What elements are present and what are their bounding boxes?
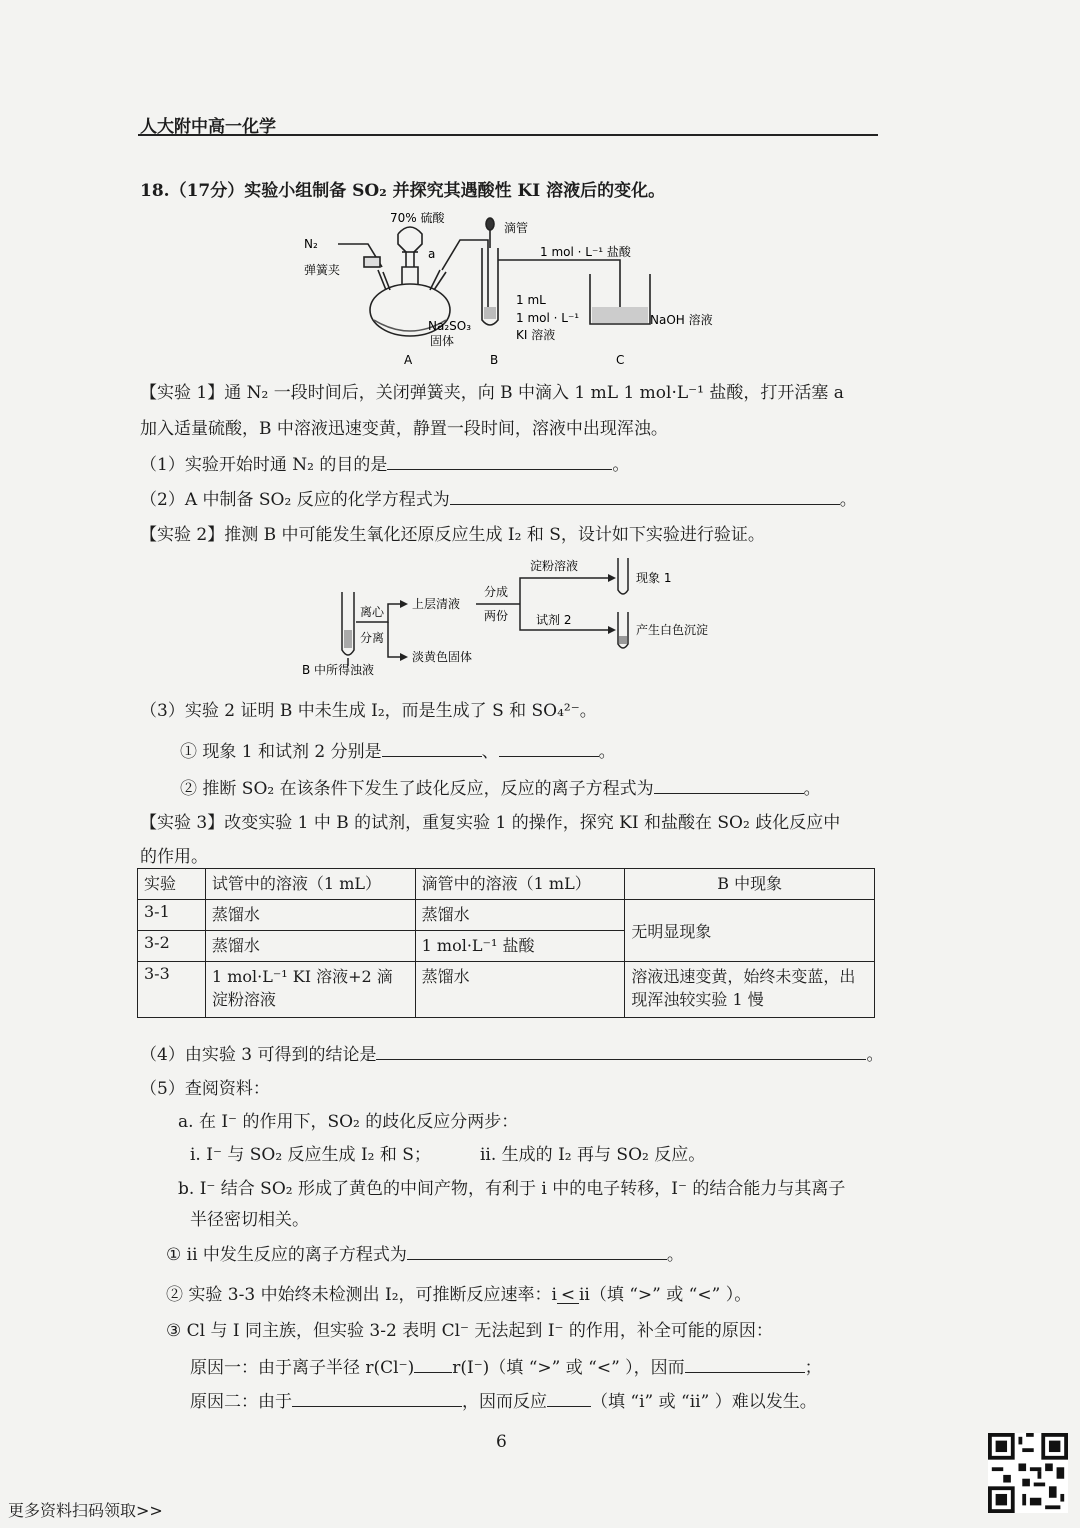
q4: （4）由实验 3 可得到的结论是 。 xyxy=(140,1040,883,1065)
table-header-row xyxy=(138,869,875,900)
table-row xyxy=(138,962,875,1018)
connecting-tube-a-b xyxy=(442,240,488,312)
page-header: 人大附中高一化学 xyxy=(140,117,276,137)
answer-blank-q5-r2b[interactable] xyxy=(547,1388,591,1407)
table-header: 试管中的溶液（1 mL） xyxy=(205,869,415,900)
table-row xyxy=(138,900,875,931)
q5-b1: b. I⁻ 结合 SO₂ 形成了黄色的中间产物，有利于 i 中的电子转移，I⁻ 的结合能力与其离子 xyxy=(178,1179,846,1199)
q3-sub2: ② 推断 SO₂ 在该条件下发生了歧化反应，反应的离子方程式为 。 xyxy=(180,774,821,799)
table-cell-tube: 蒸馏水 xyxy=(205,900,415,931)
dropping-funnel xyxy=(398,227,422,267)
exp3-table xyxy=(137,868,875,1018)
table-cell-tube: 1 mol·L⁻¹ KI 溶液+2 滴淀粉溶液 xyxy=(205,962,415,1018)
table-cell-id: 3-3 xyxy=(138,962,206,1018)
apparatus-diagram xyxy=(290,212,740,372)
label-ki-conc: 1 mol · L⁻¹ xyxy=(516,311,580,325)
label-clamp: 弹簧夹 xyxy=(304,263,341,277)
flow-label-centrifuge2: 分离 xyxy=(360,631,385,645)
q3-sub1: ① 现象 1 和试剂 2 分别是 、 。 xyxy=(180,737,616,762)
flow-tube-1 xyxy=(618,558,628,594)
flow-arrow-solid xyxy=(388,622,400,657)
label-B: B xyxy=(490,353,499,367)
table-cell-id: 3-2 xyxy=(138,931,206,962)
label-hcl: 1 mol · L⁻¹ 盐酸 xyxy=(540,245,631,259)
q3-text: （3）实验 2 证明 B 中未生成 I₂，而是生成了 S 和 SO₄²⁻。 xyxy=(140,701,597,721)
flow-label-centrifuge1: 离心 xyxy=(360,605,385,619)
flow-label-supernatant: 上层清液 xyxy=(412,597,461,611)
question-stem: 18.（17分）实验小组制备 SO₂ 并探究其遇酸性 KI 溶液后的变化。 xyxy=(140,181,666,201)
answer-blank-q4[interactable] xyxy=(376,1041,866,1060)
answer-blank-q5-1[interactable] xyxy=(407,1241,667,1260)
answer-blank-q2[interactable] xyxy=(450,486,840,505)
label-na2so3: Na₂SO₃ xyxy=(428,319,472,333)
label-dropper: 滴管 xyxy=(504,221,529,235)
flow-label-b: B 中所得浊液 xyxy=(302,663,375,677)
flow-label-white-ppt: 产生白色沉淀 xyxy=(636,623,709,637)
table-cell-id: 3-1 xyxy=(138,900,206,931)
page-number: 6 xyxy=(496,1432,507,1452)
header-rule xyxy=(138,134,878,136)
flow-diagram xyxy=(290,550,740,680)
flow-label-yellow-solid: 淡黄色固体 xyxy=(412,650,473,664)
label-ki-vol: 1 mL xyxy=(516,293,546,307)
flow-label-split2: 两份 xyxy=(484,609,509,623)
q5-s1: ① ii 中发生反应的离子方程式为 。 xyxy=(166,1240,684,1265)
exp3-line1: 【实验 3】改变实验 1 中 B 的试剂，重复实验 1 的操作，探究 KI 和盐酸在 SO₂ 歧化反应中 xyxy=(140,813,841,833)
label-A: A xyxy=(404,353,413,367)
answer-blank-q3-1a[interactable] xyxy=(382,738,482,757)
label-a: a xyxy=(428,247,436,261)
q5-reason1: 原因一：由于离子半径 r(Cl⁻) r(I⁻)（填 “>” 或 “<” ），因而 ； xyxy=(190,1353,822,1378)
label-C: C xyxy=(616,353,625,367)
q1: （1）实验开始时通 N₂ 的目的是 。 xyxy=(140,450,629,475)
label-n2: N₂ xyxy=(304,237,318,251)
flow-label-starch: 淀粉溶液 xyxy=(530,559,579,573)
q5-b2: 半径密切相关。 xyxy=(190,1210,309,1230)
label-acid: 70% 硫酸 xyxy=(390,212,445,225)
exp1-line1: 【实验 1】通 N₂ 一段时间后，关闭弹簧夹，向 B 中滴入 1 mL 1 mol·L⁻¹ 盐酸，打开活塞 a xyxy=(140,383,844,403)
answer-blank-q1[interactable] xyxy=(387,451,612,470)
q5-s2: ② 实验 3-3 中始终未检测出 I₂，可推断反应速率：i < ii（填 “>” 或 “<” ）。 xyxy=(166,1285,752,1305)
spring-clamp xyxy=(364,257,380,267)
answer-blank-q5-r1a[interactable] xyxy=(414,1354,452,1373)
table-header: B 中现象 xyxy=(625,869,875,900)
footer-link[interactable]: 更多资料扫码领取>> xyxy=(8,1501,163,1520)
q5-s3: ③ Cl 与 I 同主族，但实验 3-2 表明 Cl⁻ 无法起到 I⁻ 的作用，补全可能的原因： xyxy=(166,1321,773,1341)
label-solid: 固体 xyxy=(430,334,455,348)
table-header: 实验 xyxy=(138,869,206,900)
q2: （2）A 中制备 SO₂ 反应的化学方程式为 。 xyxy=(140,485,857,510)
answer-blank-q3-2[interactable] xyxy=(654,775,804,794)
q5-text: （5）查阅资料： xyxy=(140,1079,270,1099)
label-naoh: NaOH 溶液 xyxy=(650,313,713,327)
q5-reason2: 原因二：由于 ，因而反应 （填 “i” 或 “ii” ）难以发生。 xyxy=(190,1387,817,1412)
flow-label-phenomenon1: 现象 1 xyxy=(636,571,672,585)
label-ki-name: KI 溶液 xyxy=(516,328,556,342)
q5-a: a. 在 I⁻ 的作用下，SO₂ 的歧化反应分两步： xyxy=(178,1112,519,1132)
table-cell-phenomenon: 无明显现象 xyxy=(625,900,875,962)
flow-label-reagent2: 试剂 2 xyxy=(536,613,572,627)
answer-blank-q3-1b[interactable] xyxy=(499,738,599,757)
table-cell-dropper: 1 mol·L⁻¹ 盐酸 xyxy=(415,931,625,962)
answer-blank-q5-r1b[interactable] xyxy=(685,1354,805,1373)
exp1-line2: 加入适量硫酸，B 中溶液迅速变黄，静置一段时间，溶液中出现浑浊。 xyxy=(140,419,668,439)
answer-blank-q5-r2a[interactable] xyxy=(292,1388,462,1407)
table-header: 滴管中的溶液（1 mL） xyxy=(415,869,625,900)
answer-blank-q5-2[interactable]: < xyxy=(557,1285,579,1304)
q5-a-ii: ii. 生成的 I₂ 再与 SO₂ 反应。 xyxy=(480,1145,706,1165)
table-cell-phenomenon: 溶液迅速变黄，始终未变蓝，出现浑浊较实验 1 慢 xyxy=(625,962,875,1018)
table-cell-dropper: 蒸馏水 xyxy=(415,900,625,931)
flow-label-split1: 分成 xyxy=(484,585,509,599)
q5-a-i: i. I⁻ 与 SO₂ 反应生成 I₂ 和 S； xyxy=(190,1145,431,1165)
exp3-line2: 的作用。 xyxy=(140,847,208,867)
table-cell-dropper: 蒸馏水 xyxy=(415,962,625,1018)
qr-code[interactable] xyxy=(988,1433,1068,1513)
table-cell-tube: 蒸馏水 xyxy=(205,931,415,962)
exp2-text: 【实验 2】推测 B 中可能发生氧化还原反应生成 I₂ 和 S，设计如下实验进行验证。 xyxy=(140,525,765,545)
